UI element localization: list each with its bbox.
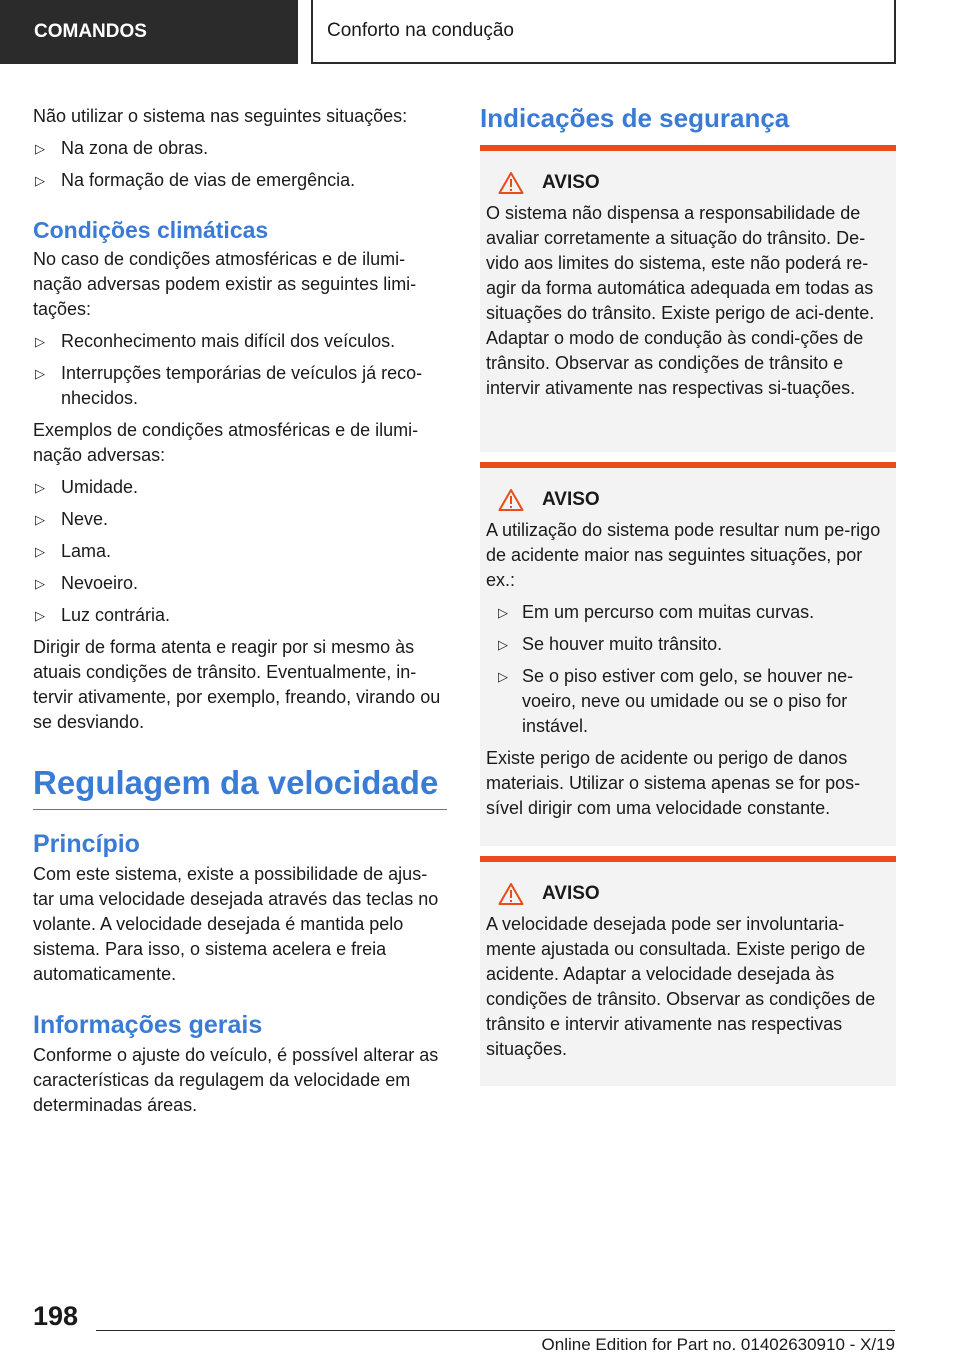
triangle-right-icon: ▷ <box>35 366 45 381</box>
warning-label: AVISO <box>542 172 600 193</box>
triangle-right-icon: ▷ <box>498 637 508 652</box>
warning-label: AVISO <box>542 489 600 510</box>
principle-text: Com este sistema, existe a possibilidade de ajus-tar uma velocidade desejada através das teclas no volante. A velocidade desejada é mantida pelo sistema. Para isso, o sistema acelera e freia automaticamente. <box>33 864 439 984</box>
warning-text: A velocidade desejada pode ser involuntaria-mente ajustada ou consultada. Existe perigo de acidente. Adaptar a velocidade desejada às condições de trânsito. Observar as condições de trânsito e intervir ativamente nas respectivas situações. <box>486 914 876 1059</box>
intro-list <box>33 136 447 193</box>
footer-divider <box>96 1330 895 1331</box>
climate-heading: Condições climáticas <box>33 217 269 243</box>
list-item: ▷ Na formação de vias de emergência. <box>33 168 447 193</box>
page-number: 198 <box>33 1301 79 1331</box>
warning-triangle-icon <box>498 171 524 195</box>
warning-label: AVISO <box>542 883 600 904</box>
list-item: ▷ Umidade. <box>33 475 447 500</box>
list-item: ▷ Nevoeiro. <box>33 571 447 596</box>
warning-list <box>486 600 888 739</box>
warning-triangle-icon <box>498 488 524 512</box>
general-heading: Informações gerais <box>33 1011 263 1039</box>
triangle-right-icon: ▷ <box>35 334 45 349</box>
list-item: ▷ Se o piso estiver com gelo, se houver ne-voeiro, neve ou umidade ou se o piso for instável. <box>498 666 854 736</box>
warning-box <box>480 145 896 452</box>
triangle-right-icon: ▷ <box>35 576 45 591</box>
advice-text: Dirigir de forma atenta e reagir por si mesmo às atuais condições de trânsito. Eventualmente, in-tervir ativamente, por exemplo, freando, virando ou se desviando. <box>33 637 441 732</box>
climate-text: No caso de condições atmosféricas e de ilumi-nação adversas podem existir as seguintes limi-tações: <box>33 249 417 319</box>
triangle-right-icon: ▷ <box>35 512 45 527</box>
list-item: ▷ Na zona de obras. <box>33 136 447 161</box>
edition-text: Online Edition for Part no. 01402630910 - X/19 <box>541 1335 895 1354</box>
list-item: ▷ Interrupções temporárias de veículos já reco-nhecidos. <box>35 363 423 408</box>
triangle-right-icon: ▷ <box>35 173 45 188</box>
triangle-right-icon: ▷ <box>498 605 508 620</box>
warning-header <box>498 486 888 514</box>
triangle-right-icon: ▷ <box>35 608 45 623</box>
list-item: ▷ Reconhecimento mais difícil dos veículos. <box>33 329 447 354</box>
warning-text: A utilização do sistema pode resultar num pe-rigo de acidente maior nas seguintes situações, por ex.: <box>486 520 881 590</box>
warning-header <box>498 880 888 908</box>
warning-box <box>480 856 896 1086</box>
chapter-label: Conforto na condução <box>311 0 896 64</box>
principle-heading: Princípio <box>33 830 140 858</box>
warning-triangle-icon <box>498 882 524 906</box>
examples-text: Exemplos de condições atmosféricas e de ilumi-nação adversas: <box>33 420 419 465</box>
intro-text: Não utilizar o sistema nas seguintes situações: <box>33 106 408 126</box>
triangle-right-icon: ▷ <box>35 141 45 156</box>
warning-box <box>480 462 896 846</box>
left-column <box>33 96 447 1118</box>
climate-list <box>33 329 447 411</box>
general-text: Conforme o ajuste do veículo, é possível alterar as características da regulagem da velocidade em determinadas áreas. <box>33 1045 439 1115</box>
list-item: ▷ Lama. <box>33 539 447 564</box>
section-label: COMANDOS <box>0 0 298 64</box>
list-item: ▷ Em um percurso com muitas curvas. <box>486 600 888 625</box>
right-column <box>480 102 896 134</box>
warning-text: O sistema não dispensa a responsabilidade de avaliar corretamente a situação do trânsito. De-vido aos limites do sistema, este não poderá re-agir da forma automática adequada em todas as situações do trânsito. Existe perigo de aci-dente. Adaptar o modo de condução às condi-ções de trânsito. Observar as condições de trânsito e intervir ativamente nas respectivas si-tuações. <box>486 203 875 398</box>
triangle-right-icon: ▷ <box>35 480 45 495</box>
triangle-right-icon: ▷ <box>498 669 508 684</box>
list-item: ▷ Neve. <box>33 507 447 532</box>
list-item: ▷ Luz contrária. <box>33 603 447 628</box>
page-header <box>0 0 960 66</box>
warning-text: Existe perigo de acidente ou perigo de danos materiais. Utilizar o sistema apenas se for pos-sível dirigir com uma velocidade constante. <box>486 748 861 818</box>
examples-list <box>33 475 447 628</box>
main-heading: Regulagem da velocidade <box>33 763 447 810</box>
warning-header <box>498 169 888 197</box>
triangle-right-icon: ▷ <box>35 544 45 559</box>
list-item: ▷ Se houver muito trânsito. <box>486 632 888 657</box>
safety-heading: Indicações de segurança <box>480 103 790 133</box>
